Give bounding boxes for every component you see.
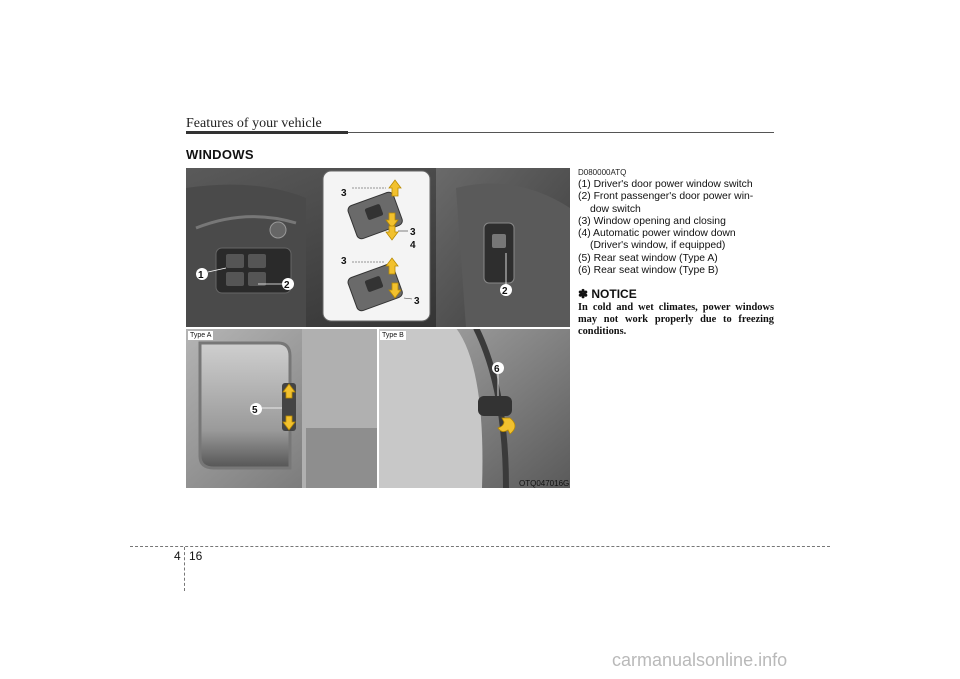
reference-code: D080000ATQ xyxy=(578,168,627,177)
callout-2: 2 xyxy=(284,280,290,291)
list-item: (3) Window opening and closing xyxy=(578,215,726,227)
callout-3: 3 xyxy=(341,256,347,267)
callout-4: 4 xyxy=(410,240,416,251)
type-a-label: Type A xyxy=(190,332,212,339)
running-header: Features of your vehicle xyxy=(186,116,322,131)
legend-list xyxy=(578,179,774,277)
callout-2: 2 xyxy=(502,286,508,297)
list-item: (2) Front passenger's door power win- dow switch xyxy=(578,191,754,215)
notice-body: In cold and wet climates, power windows may not work properly due to freezing conditions. xyxy=(578,302,774,337)
type-b-label: Type B xyxy=(382,332,404,339)
callout-6: 6 xyxy=(494,364,500,375)
list-item: (5) Rear seat window (Type A) xyxy=(578,252,718,264)
windows-figure xyxy=(186,168,570,488)
list-item: (1) Driver's door power window switch xyxy=(578,179,753,190)
callout-5: 5 xyxy=(252,405,258,416)
page-number: 16 xyxy=(189,549,203,563)
figure-illustration xyxy=(186,168,570,488)
footer-divider xyxy=(184,547,185,591)
rear-switch-type-b xyxy=(478,396,512,416)
list-item: (4) Automatic power window down (Driver's window, if equipped) xyxy=(578,228,736,252)
watermark: carmanualsonline.info xyxy=(612,650,788,670)
notice-title: ✽ NOTICE xyxy=(578,287,637,301)
section-title: WINDOWS xyxy=(186,147,254,162)
list-item: (6) Rear seat window (Type B) xyxy=(578,265,719,277)
figure-code: OTQ047016G xyxy=(519,479,570,488)
footer-rule xyxy=(130,546,830,547)
callout-3: 3 xyxy=(410,227,416,238)
header-rule-accent xyxy=(186,131,348,134)
callout-3: 3 xyxy=(341,188,347,199)
chapter-number: 4 xyxy=(174,549,181,563)
callout-1: 1 xyxy=(198,270,204,281)
passenger-switch-panel xyxy=(484,223,514,283)
callout-3: 3 xyxy=(414,296,420,307)
